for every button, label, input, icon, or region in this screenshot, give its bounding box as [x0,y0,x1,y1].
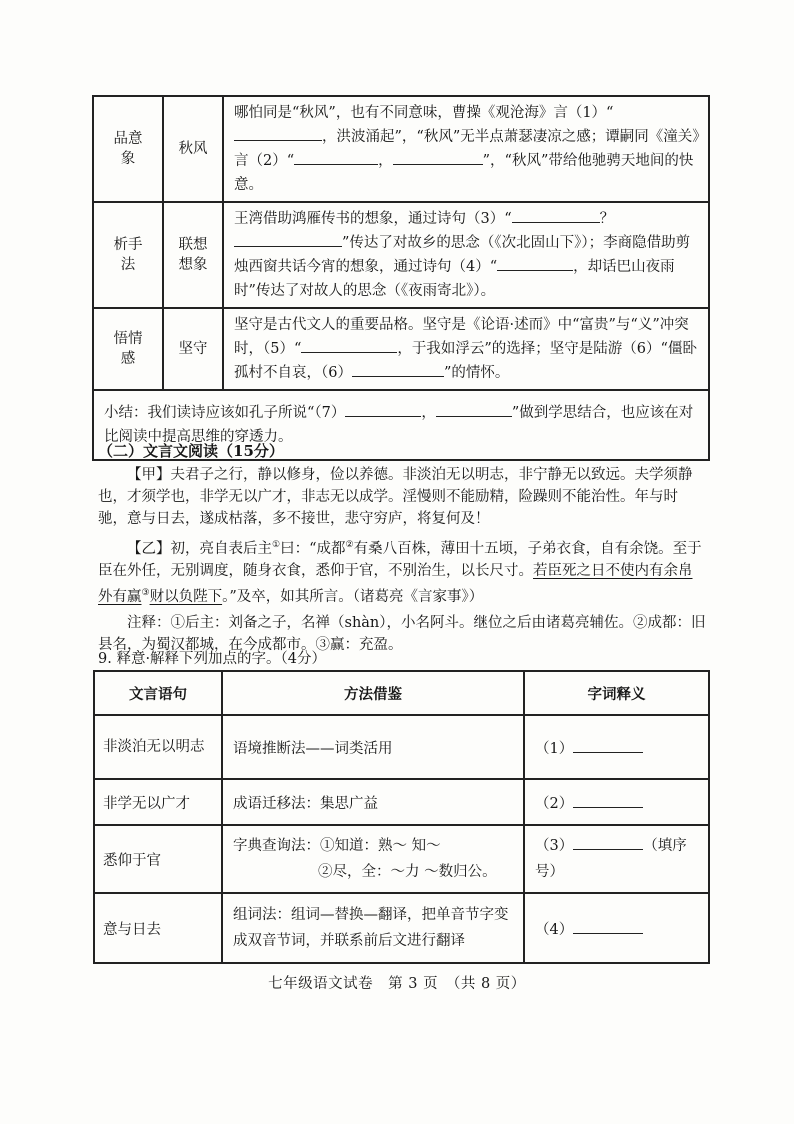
content-text: ”的情怀。 [443,365,510,381]
answer-cell [524,779,709,825]
answer-blank[interactable] [436,402,512,418]
answer-cell [524,825,709,893]
table-row [94,779,709,825]
answer-blank[interactable] [573,835,643,851]
row-content [223,202,709,308]
content-text: 坚守是古代文人的重要品格。坚守是《论语·述而》中“富贵”与“义”冲突时，（5）“ [234,317,689,357]
row-content [223,96,709,202]
table-header-row [94,671,709,715]
answer-blank[interactable] [234,126,322,142]
column-header: 字词释义 [524,671,709,715]
passage-text: 有桑八百株，薄田十五顷，子弟衣食，自有余饶。至于臣在外任，无别调度，随身衣食，悉仰于官，不别治生，以长尺寸。 [98,540,702,579]
sentence-cell: 悉仰于官 [94,825,222,893]
question-9-title: 9. 释意·解释下列加点的字。（4分） [98,651,327,667]
passage-text: 。”及卒，如其所言。（诸葛亮《言家事》） [222,588,484,605]
passage-notes: 注释：①后主：刘备之子，名禅（shàn），小名阿斗。继位之后由诸葛亮辅佐。②成都：旧县名，为蜀汉都城，在今成都市。③赢：充盈。 [98,614,706,653]
answer-blank[interactable] [234,232,342,248]
answer-blank[interactable] [512,208,600,224]
passage-text: 初，亮自表后主 [170,540,272,557]
summary-text: 小结：我们读诗应该如孔子所说“（7） [104,405,346,421]
sentence-cell [94,715,222,779]
table-row [93,96,709,202]
footnote-marker: ① [272,540,281,550]
reading-passage [98,464,706,656]
row-topic: 秋风 [163,96,223,202]
passage-text: 夫君子之行，静以修身，俭以养德。非淡泊无以明志，非宁静无以致远。夫学须静也，才须学也，非学无以广才，非志无以成学。淫慢则不能励精，险躁则不能治性。年与时驰，意与日去，遂成枯落，多不接世，悲守穷庐，将复何及！ [98,467,693,527]
answer-hint: （填序号） [535,838,687,880]
content-text: ，却话巴山夜雨时”传达了对故人的思念（《夜雨寄北》）。 [234,259,675,299]
answer-blank[interactable] [573,737,643,753]
category-text: 析手法 [113,237,143,273]
passage-yi [98,534,706,608]
content-text: 王湾借助鸿雁传书的想象，通过诗句（3）“ [234,211,512,227]
row-content [223,308,709,390]
row-topic: 坚守 [163,308,223,390]
sentence-cell: 意与日去 [94,893,222,963]
category-text: 品意象 [113,131,143,167]
content-text: ”，“秋风”带给他驰骋天地间的快意。 [234,153,694,193]
footnote-marker: ③ [141,587,150,598]
row-category [93,308,163,390]
answer-blank[interactable] [345,402,421,418]
answer-cell [524,893,709,963]
section-title: （二）文言文阅读（15分） [98,442,284,460]
page-footer: 七年级语文试卷 第 3 页 （共 8 页） [268,976,526,992]
method-cell [222,825,524,893]
content-text: ”传达了对故乡的思念（《次北固山下》）；李商隐借助剪烛西窗共话今宵的想象，通过诗句（4）“ [234,235,691,275]
table-row [93,308,709,390]
answer-blank[interactable] [294,150,378,166]
answer-blank[interactable] [497,256,573,272]
category-text: 悟情感 [113,331,143,367]
passage-jia [98,464,706,530]
summary-text: ， [421,405,436,421]
underlined-sentence: 若臣死之日不使内有余帛外有赢 [98,562,693,605]
answer-blank[interactable] [393,150,483,166]
content-text: ，于我如浮云”的选择；坚守是陆游（6）“僵卧孤村不自哀，（6） [234,341,697,381]
passage-label: 【乙】 [127,540,171,557]
content-text: ？ [599,211,615,227]
row-topic [163,202,223,308]
answer-blank[interactable] [573,918,643,934]
answer-label: （1） [535,740,574,757]
summary-text: ”做到学思结合，也应该在对比阅读中提高思维的穿透力。 [104,405,694,445]
sentence-cell: 非学无以广才 [94,779,222,825]
content-text: ， [378,153,393,169]
column-header: 方法借鉴 [222,671,524,715]
method-cell: 语境推断法——词类活用 [222,715,524,779]
topic-text: 联想想象 [178,237,208,273]
answer-label: （2） [535,795,574,812]
table-row [94,825,709,893]
method-cell: 组词法：组词—替换—翻译，把单音节字变成双音节词，并联系前后文进行翻译 [222,893,524,963]
sentence-text: 非淡泊无以明志 [103,739,205,755]
q9-table [93,670,710,964]
footnote-marker: ② [345,540,354,550]
row-category [93,96,163,202]
answer-blank[interactable] [301,338,397,354]
answer-blank[interactable] [352,362,444,378]
passage-label: 【甲】 [127,467,171,483]
table-row [93,202,709,308]
method-line: 字典查询法：①知道：熟～ 知～ [233,838,441,854]
passage-text: 曰：“成都 [280,540,346,557]
underlined-sentence: 财以负陛下 [149,588,223,605]
method-cell: 成语迁移法：集思广益 [222,779,524,825]
answer-blank[interactable] [573,792,643,808]
answer-label: （3） [535,838,574,854]
row-category [93,202,163,308]
answer-cell [524,715,709,779]
content-text: 哪怕同是“秋风”，也有不同意味，曹操《观沧海》言（1）“ [234,105,614,121]
table-row [94,893,709,963]
poetry-table [92,95,710,461]
column-header: 文言语句 [94,671,222,715]
method-line: ②尽，全：～力 ～数归公。 [318,864,497,880]
table-row [94,715,709,779]
answer-label: （4） [535,921,574,938]
content-text: ，洪波涌起”，“秋风”无半点萧瑟凄凉之感；谭嗣同《潼关》言（2）“ [234,129,700,169]
